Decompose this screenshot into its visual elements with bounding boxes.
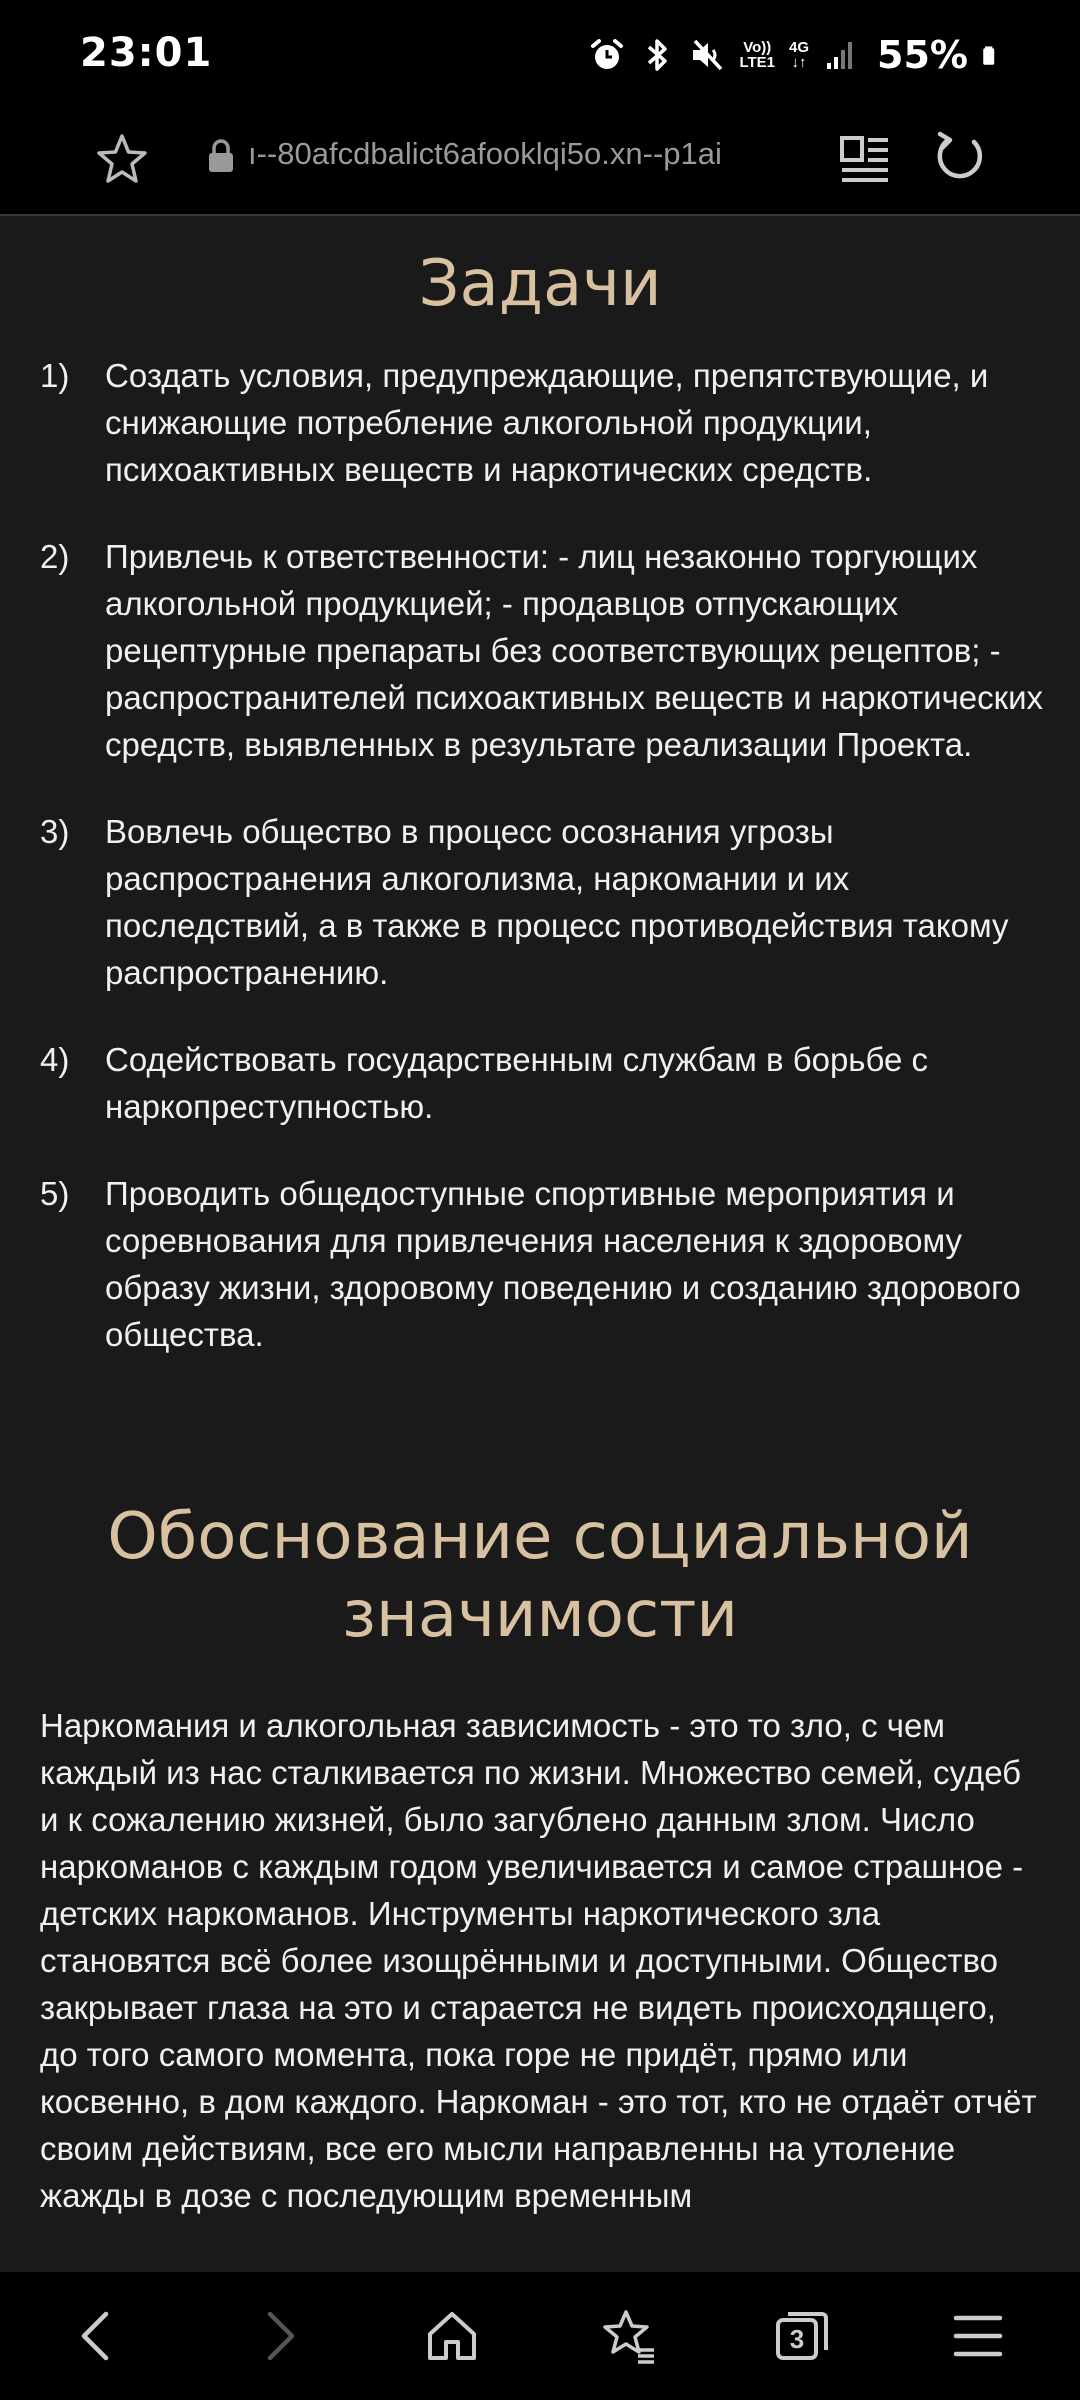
battery-icon	[982, 37, 1004, 73]
home-button[interactable]	[422, 2306, 482, 2366]
bluetooth-icon	[639, 37, 675, 73]
bookmarks-button[interactable]	[598, 2306, 658, 2366]
url-field[interactable]: ı--80afcdbalict6afooklqi5o.xn--p1ai	[248, 136, 722, 171]
social-significance-paragraph: Наркомания и алкогольная зависимость - это то зло, с чем каждый из нас сталкивается по жизни. Множество семей, судеб и к сожалению жизней, было загублено данным злом. Число наркоманов с каждым годом увеличивается и самое страшное - детских наркоманов. Инструменты наркотического зла становятся всё более изощрёнными и доступными. Общество закрывает глаза на это и старается не видеть происходящего, до того самого момента, пока горе не придёт, прямо или косвенно, в дом каждого. Наркоман - это тот, кто не отдаёт отчёт своим действиям, все его мысли направленны на утоление жажды в дозе с последующим временным	[40, 1707, 1037, 2214]
alarm-icon	[589, 37, 625, 73]
page-content	[0, 216, 1080, 2272]
task-text: Вовлечь общество в процесс осознания угрозы распространения алкоголизма, наркомании и их последствий, а в также в процесс противодействия такому распространению.	[105, 813, 1009, 991]
reader-mode-button[interactable]	[838, 130, 892, 190]
lte-label: LTE1	[739, 54, 776, 71]
browser-bottom-toolbar	[0, 2272, 1080, 2400]
tab-count: 3	[789, 2324, 805, 2354]
task-text: Содействовать государственным службам в борьбе с наркопреступностью.	[105, 1041, 929, 1125]
tabs-button[interactable]	[772, 2306, 832, 2366]
data-indicator	[789, 40, 809, 70]
task-text: Создать условия, предупреждающие, препятствующие, и снижающие потребление алкогольной продукции, психоактивных веществ и наркотических средств.	[105, 357, 989, 488]
address-bar	[0, 110, 1080, 216]
task-item	[0, 1036, 1080, 1130]
mute-icon	[689, 37, 725, 73]
task-number: 3)	[40, 813, 70, 850]
task-item	[0, 808, 1080, 996]
task-item	[0, 533, 1080, 768]
forward-button[interactable]	[248, 2306, 308, 2366]
task-text: Проводить общедоступные спортивные мероприятия и соревнования для привлечения населения к здоровому образу жизни, здоровому поведению и созданию здорового общества.	[105, 1175, 1021, 1353]
task-number: 4)	[40, 1041, 70, 1078]
task-number: 5)	[40, 1175, 70, 1212]
tasks-heading: Задачи	[418, 247, 662, 321]
reload-icon[interactable]	[930, 128, 990, 188]
task-number: 1)	[40, 357, 70, 394]
status-bar	[0, 0, 1080, 110]
task-list	[0, 352, 1080, 1358]
data-arrows-icon: ↓↑	[791, 54, 807, 71]
signal-icon	[823, 37, 859, 73]
task-number: 2)	[40, 538, 70, 575]
status-time: 23:01	[80, 30, 213, 76]
volte-label: Vo))	[743, 39, 772, 56]
network-gen-label: 4G	[789, 39, 810, 56]
menu-button[interactable]	[948, 2306, 1008, 2366]
battery-percent: 55%	[877, 33, 968, 77]
bookmark-star-button[interactable]	[92, 130, 152, 190]
lock-icon	[208, 139, 234, 173]
social-significance-heading: Обоснование социальной значимости	[107, 1500, 973, 1652]
status-icons	[589, 30, 1004, 80]
back-button[interactable]	[68, 2306, 128, 2366]
task-text: Привлечь к ответственности: - лиц незаконно торгующих алкогольной продукцией; - продавцов отпускающих рецептурные препараты без соответствующих рецептов; - распространителей психоактивных веществ и наркотических средств, выявленных в результате реализации Проекта.	[105, 538, 1044, 763]
task-item	[0, 1170, 1080, 1358]
network-indicator	[739, 40, 775, 70]
task-item	[0, 352, 1080, 493]
